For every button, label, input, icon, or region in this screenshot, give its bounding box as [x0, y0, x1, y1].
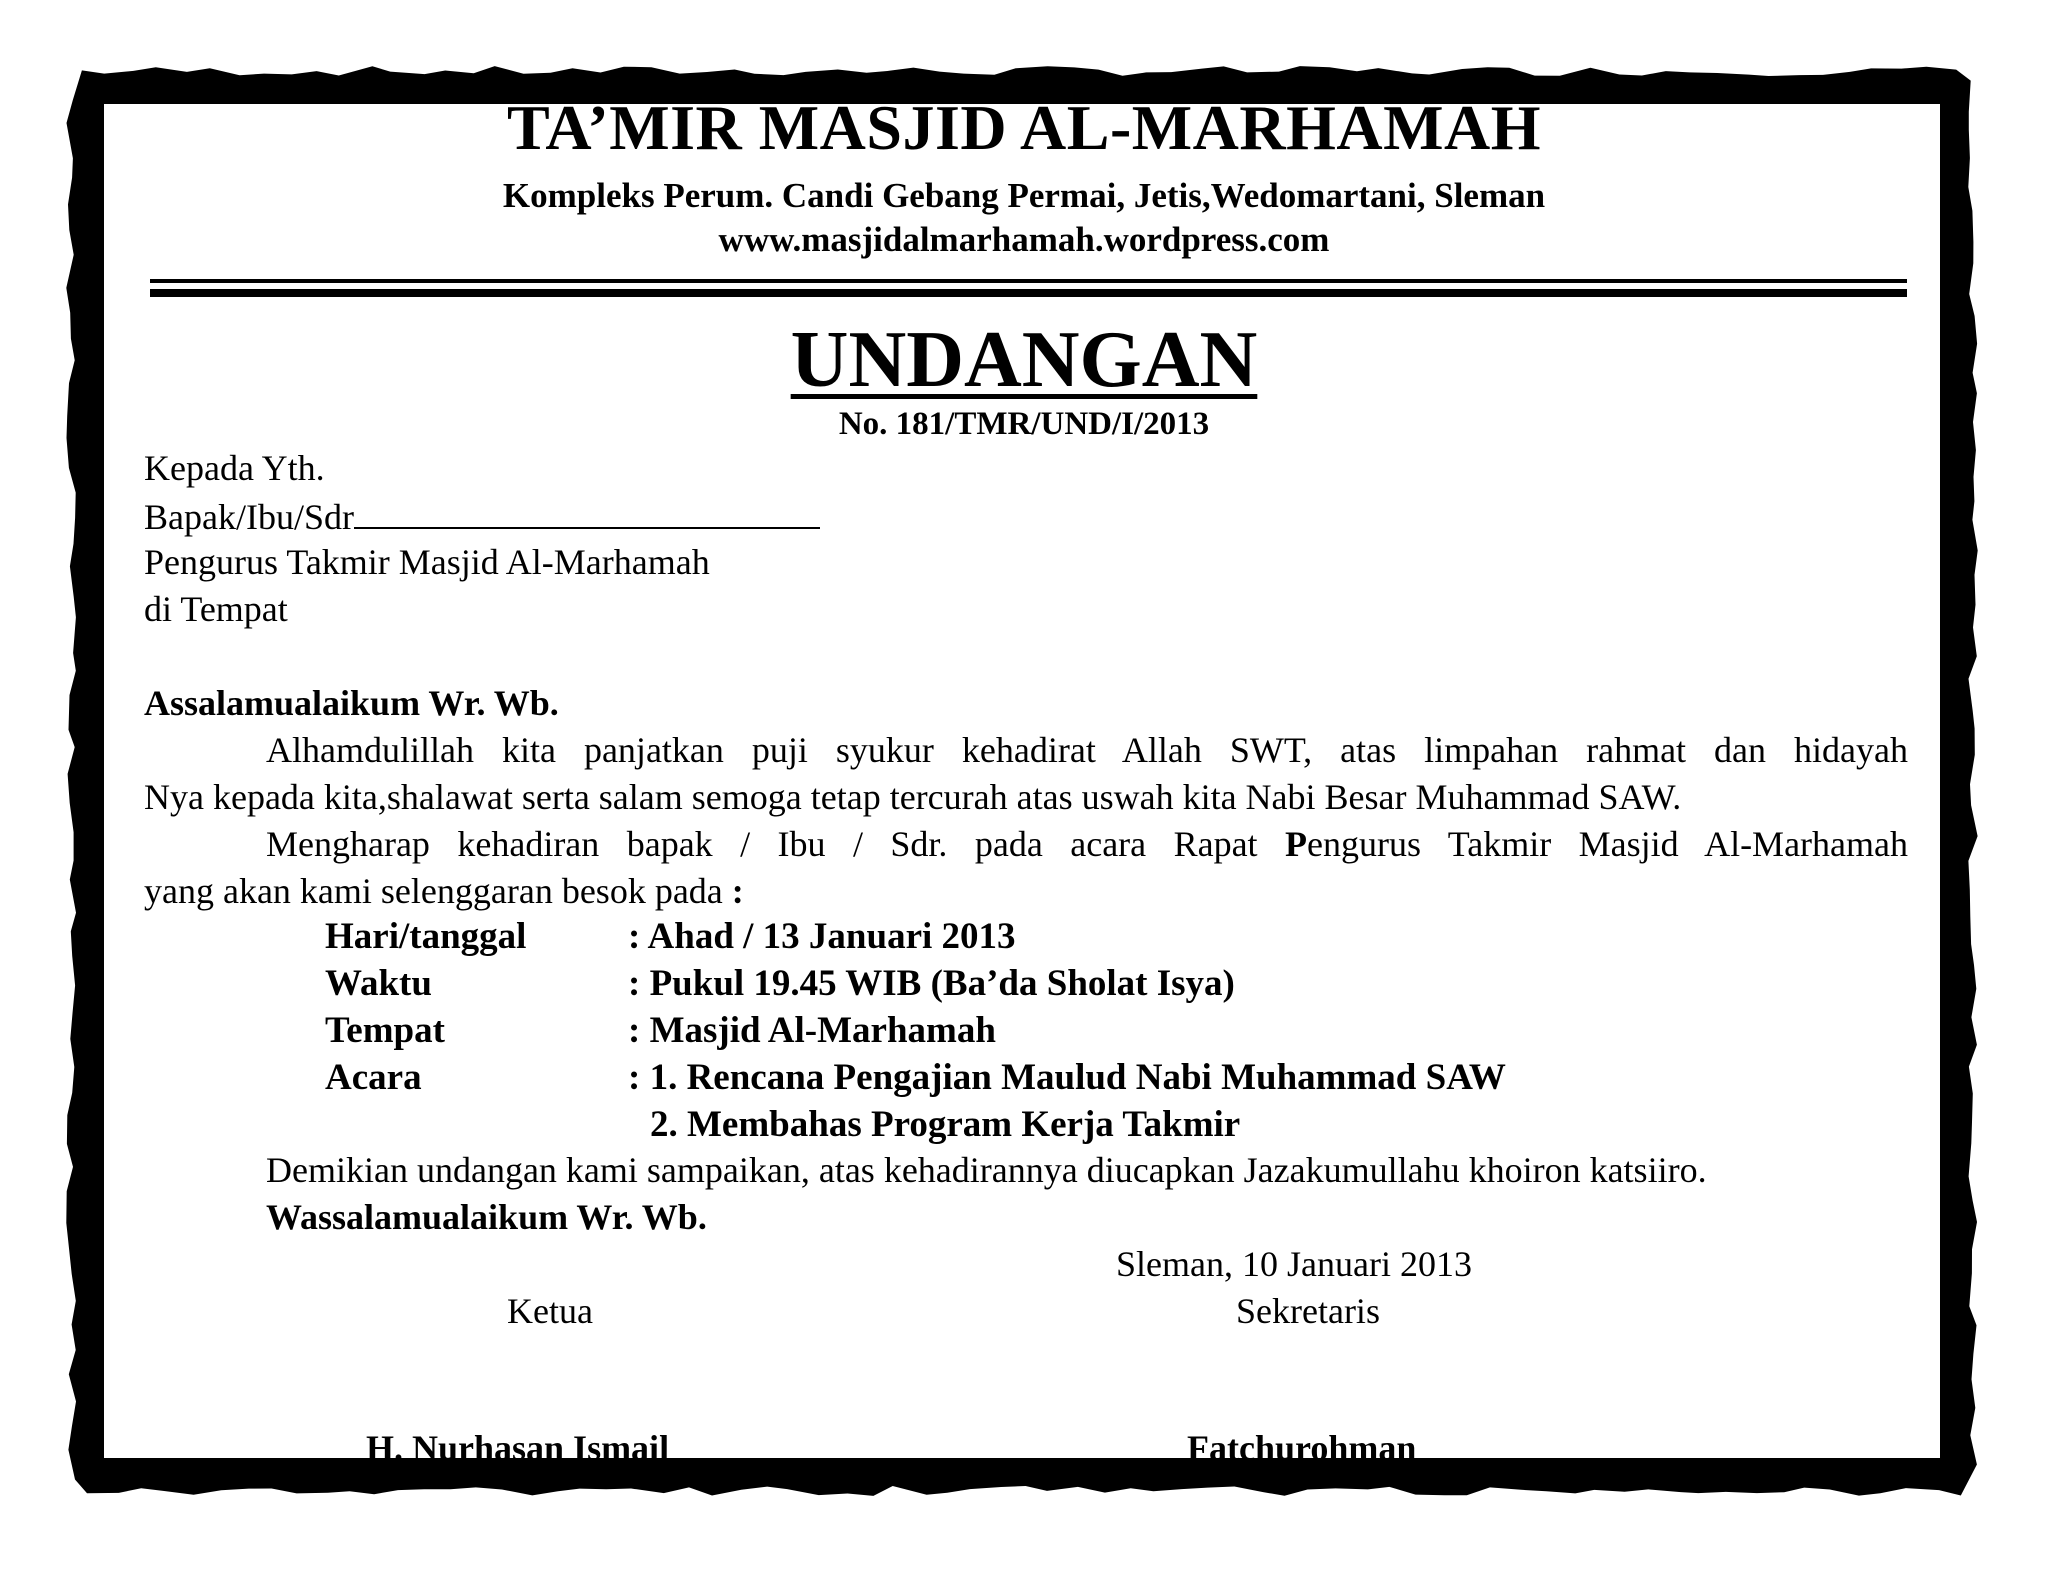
closing-salam: Wassalamualaikum Wr. Wb.	[266, 1197, 707, 1237]
paragraph-2-bold-letter: P	[1284, 824, 1307, 864]
detail-value-agenda-2: 2. Membahas Program Kerja Takmir	[650, 1104, 1241, 1145]
recipient-line-1: Kepada Yth.	[144, 448, 325, 488]
signature-name-secretary: Fatchurohman	[1187, 1428, 1417, 1468]
paragraph-2-text-c: engurus Takmir Masjid Al-Marhamah	[1306, 824, 1908, 864]
paragraph-2-text-a: Mengharap kehadiran bapak / Ibu / Sdr. pada acara Rapat	[266, 824, 1285, 864]
recipient-line-4: di Tempat	[144, 589, 288, 629]
recipient-name-blank	[354, 497, 820, 529]
document-number: No. 181/TMR/UND/I/2013	[838, 406, 1210, 442]
signature-name-chairman: H. Nurhasan Ismail	[366, 1428, 670, 1468]
detail-label-place: Tempat	[325, 1010, 445, 1051]
paragraph-1-line-1: Alhamdulillah kita panjatkan puji syukur kehadirat Allah SWT, atas limpahan rahmat dan hidayah	[266, 730, 1908, 770]
greeting: Assalamualaikum Wr. Wb.	[144, 683, 559, 723]
recipient-prefix: Bapak/Ibu/Sdr	[144, 497, 354, 537]
detail-label-day-date: Hari/tanggal	[325, 916, 527, 957]
detail-value-place: : Masjid Al-Marhamah	[628, 1010, 996, 1051]
organization-website: www.masjidalmarhamah.wordpress.com	[718, 220, 1330, 259]
recipient-line-3: Pengurus Takmir Masjid Al-Marhamah	[144, 542, 710, 582]
recipient-line-2	[144, 497, 820, 535]
paragraph-1-line-2: Nya kepada kita,shalawat serta salam semoga tetap tercurah atas uswah kita Nabi Besar Muhammad SAW.	[144, 777, 1682, 817]
organization-address: Kompleks Perum. Candi Gebang Permai, Jetis,Wedomartani, Sleman	[502, 176, 1546, 215]
detail-value-agenda-1: : 1. Rencana Pengajian Maulud Nabi Muhammad SAW	[628, 1057, 1506, 1098]
detail-label-agenda: Acara	[325, 1057, 422, 1098]
paragraph-2-line-2-text: yang akan kami selenggaran besok pada	[144, 871, 732, 911]
paragraph-2-line-1	[266, 826, 1908, 862]
letterhead-divider-thick	[150, 289, 1907, 297]
paragraph-2-line-2-colon: :	[731, 871, 744, 911]
letterhead-divider-thin	[150, 279, 1907, 283]
detail-value-time: : Pukul 19.45 WIB (Ba’da Sholat Isya)	[628, 963, 1235, 1004]
signature-place-date: Sleman, 10 Januari 2013	[1116, 1244, 1472, 1284]
document-title: UNDANGAN	[790, 316, 1258, 404]
detail-value-day-date: : Ahad / 13 Januari 2013	[628, 916, 1016, 957]
closing-line: Demikian undangan kami sampaikan, atas kehadirannya diucapkan Jazakumullahu khoiron katsiiro.	[266, 1150, 1707, 1190]
paragraph-2-line-2	[144, 873, 744, 909]
signature-title-chairman: Ketua	[507, 1291, 593, 1331]
organization-name: TA’MIR MASJID AL-MARHAMAH	[506, 92, 1542, 163]
detail-label-time: Waktu	[325, 963, 432, 1004]
signature-title-secretary: Sekretaris	[1236, 1291, 1380, 1331]
